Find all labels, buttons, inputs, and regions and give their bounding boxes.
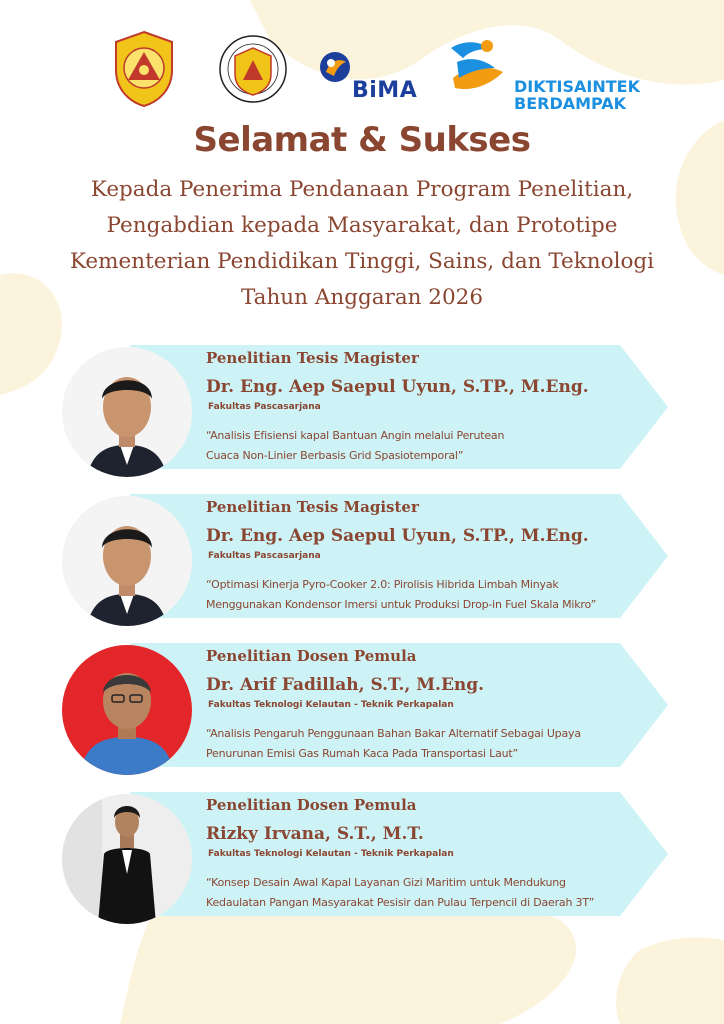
- research-title-line-2: Cuaca Non-Linier Berbasis Grid Spasiotemporal”: [206, 449, 464, 462]
- recipient-category: Penelitian Dosen Pemula: [206, 647, 417, 665]
- recipient-category: Penelitian Tesis Magister: [206, 349, 419, 367]
- logo-bar: [0, 28, 724, 118]
- dikti-label: [514, 78, 640, 112]
- research-title-line-2: Menggunakan Kondensor Imersi untuk Produksi Drop-in Fuel Skala Mikro”: [206, 598, 597, 611]
- recipient-name: Dr. Arif Fadillah, S.T., M.Eng.: [206, 675, 485, 695]
- bottom-right-blob: [616, 938, 724, 1024]
- recipient-photo: [62, 645, 192, 775]
- recipient-photo: [62, 794, 192, 924]
- page-title: Selamat & Sukses: [193, 120, 531, 160]
- dikti-mark-icon: [447, 38, 507, 94]
- subtitle-line-2: Pengabdian kepada Masyarakat, dan Prototipe: [106, 213, 618, 238]
- recipient-faculty: Fakultas Pascasarjana: [208, 402, 321, 412]
- recipient-card: [70, 641, 670, 769]
- bima-label: BiMA: [352, 78, 418, 103]
- university-seal-icon: [110, 30, 178, 108]
- recipient-photo: [62, 347, 192, 477]
- page-subtitle: [0, 172, 724, 316]
- research-title-line-1: “Optimasi Kinerja Pyro-Cooker 2.0: Pirolisis Hibrida Limbah Minyak: [206, 578, 559, 591]
- dikti-line-2: BERDAMPAK: [514, 94, 627, 113]
- recipient-faculty: Fakultas Teknologi Kelautan - Teknik Perkapalan: [208, 849, 454, 859]
- recipient-name: Dr. Eng. Aep Saepul Uyun, S.TP., M.Eng.: [206, 526, 589, 546]
- research-title-line-1: “Analisis Efisiensi kapal Bantuan Angin melalui Perutean: [206, 429, 505, 442]
- subtitle-line-3: Kementerian Pendidikan Tinggi, Sains, dan Teknologi: [69, 249, 655, 274]
- recipient-name: Dr. Eng. Aep Saepul Uyun, S.TP., M.Eng.: [206, 377, 589, 397]
- research-title-line-2: Penurunan Emisi Gas Rumah Kaca Pada Transportasi Laut”: [206, 747, 519, 760]
- recipient-card: [70, 343, 670, 471]
- research-title-line-2: Kedaulatan Pangan Masyarakat Pesisir dan Pulau Terpencil di Daerah 3T”: [206, 896, 595, 909]
- recipient-card: [70, 492, 670, 620]
- research-title-line-1: “Konsep Desain Awal Kapal Layanan Gizi Maritim untuk Mendukung: [206, 876, 566, 889]
- recipient-category: Penelitian Dosen Pemula: [206, 796, 417, 814]
- recipient-card: [70, 790, 670, 918]
- subtitle-line-1: Kepada Penerima Pendanaan Program Penelitian,: [90, 177, 634, 202]
- recipient-photo: [62, 496, 192, 626]
- subtitle-line-4: Tahun Anggaran 2026: [240, 285, 484, 310]
- recipient-faculty: Fakultas Teknologi Kelautan - Teknik Perkapalan: [208, 700, 454, 710]
- research-title-line-1: “Analisis Pengaruh Penggunaan Bahan Bakar Alternatif Sebagai Upaya: [206, 727, 581, 740]
- recipient-name: Rizky Irvana, S.T., M.T.: [206, 824, 424, 844]
- bima-mark-icon: [318, 50, 352, 84]
- recipient-category: Penelitian Tesis Magister: [206, 498, 419, 516]
- recipient-faculty: Fakultas Pascasarjana: [208, 551, 321, 561]
- department-seal-icon: [217, 30, 289, 108]
- dikti-line-1: DIKTISAINTEK: [514, 77, 640, 96]
